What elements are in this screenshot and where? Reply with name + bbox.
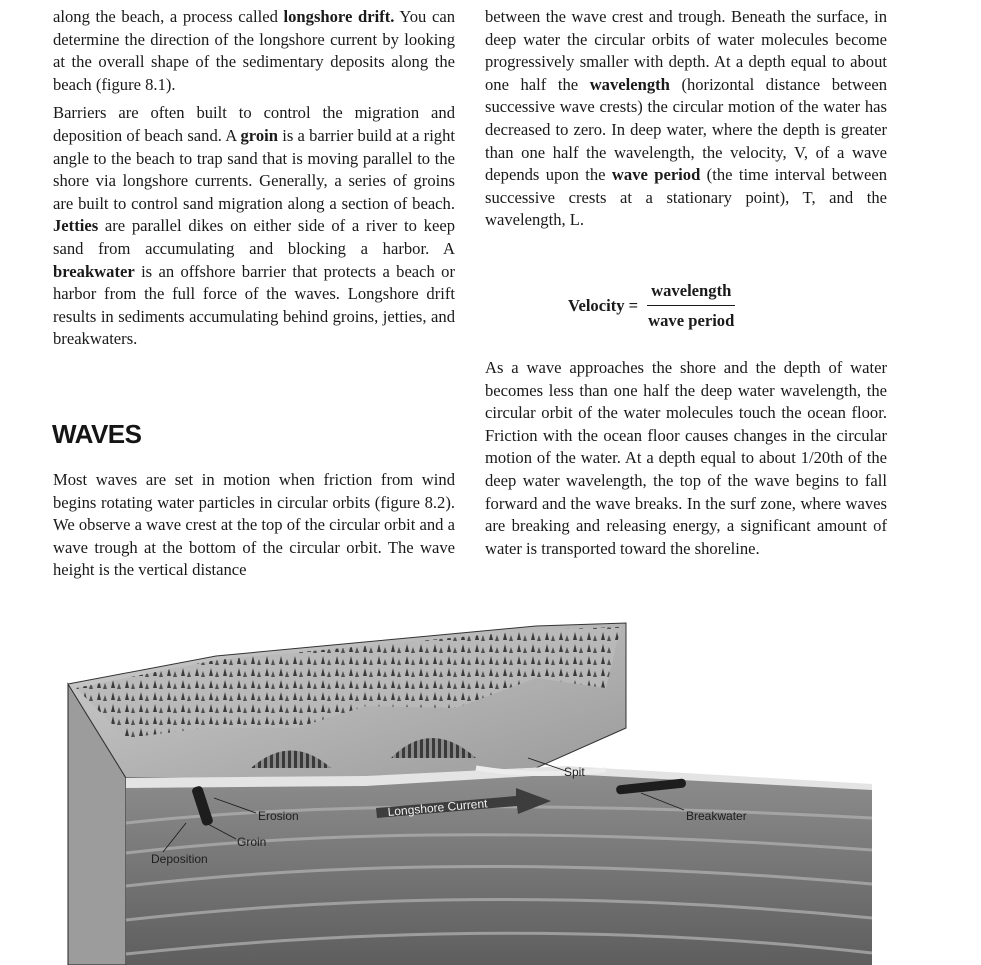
paragraph-longshore-drift [53, 6, 455, 96]
paragraph-wave-breaking: As a wave approaches the shore and the depth of water becomes less than one half the deep water wavelength, the circular orbit of the water molecules touch the ocean floor. Friction with the ocean floor causes changes in the circular motion of the water. At a depth equal to about 1/20th of the deep water wavelength, the top of the wave begins to fall forward and the wave breaks. In the surf zone, where waves are breaking and releasing energy, a significant amount of water is transported toward the shoreline. [485, 358, 887, 558]
term-wave-period: wave period [611, 165, 701, 185]
coastline-illustration [66, 618, 876, 965]
text-run: are parallel dikes on either side of a river to keep sand from accumulating and blocking a harbor. A [53, 216, 455, 258]
term-wavelength: wavelength [589, 74, 670, 94]
label-deposition: Deposition [151, 852, 208, 866]
left-column [53, 6, 455, 351]
text-run: between the wave crest and trough. Beneath the surface, in deep water the circular orbits of water molecules become progressively smaller with depth. At a depth equal to about one half the [485, 7, 887, 94]
equation-numerator: wavelength [647, 281, 735, 306]
paragraph-wave-orbits [485, 6, 887, 232]
term-groin: groin [240, 125, 278, 145]
equation-lhs: Velocity = [568, 296, 639, 315]
label-longshore-current: Longshore Current [387, 796, 488, 819]
term-jetties: Jetties [53, 216, 99, 236]
coastline-figure [66, 618, 876, 965]
text-run: (horizontal distance between successive wave crests) the circular motion of the water has decreased to zero. In deep water, where the depth is greater than one half the wavelength, the velocity, V, of a wave depends upon the [485, 74, 887, 185]
paragraph-barriers [53, 102, 455, 351]
equation-denominator: wave period [648, 311, 735, 330]
section-heading-waves: WAVES [52, 419, 142, 449]
label-groin: Groin [237, 835, 267, 849]
text-run: (the time interval between successive crests at a stationary point), T, and the wavelength, L. [485, 165, 888, 230]
text-run: Barriers are often built to control the migration and deposition of beach sand. A [53, 103, 455, 145]
label-spit: Spit [564, 765, 585, 779]
text-run: is an offshore barrier that protects a beach or harbor from the full force of the waves. Longshore drift results in sediments accumulating behind groins, jetties, and breakwaters. [53, 261, 455, 349]
right-column [485, 6, 887, 232]
label-breakwater: Breakwater [686, 809, 747, 823]
velocity-equation [568, 278, 738, 334]
text-run: You can determine the direction of the longshore current by looking at the overall shape of the sedimentary deposits along the beach (figure 8.1). [53, 7, 455, 94]
label-erosion: Erosion [258, 809, 299, 823]
text-run: along the beach, a process called [53, 7, 284, 26]
equation-fraction [644, 281, 738, 331]
term-longshore-drift: longshore drift. [283, 7, 395, 26]
term-breakwater: breakwater [53, 261, 135, 281]
paragraph-waves-intro: Most waves are set in motion when friction from wind begins rotating water particles in circular orbits (figure 8.2). We observe a wave crest at the top of the circular orbit and a wave trough at the bottom of the circular orbit. The wave height is the vertical distance [53, 470, 455, 580]
text-run: is a barrier build at a right angle to the beach to trap sand that is moving parallel to the shore via longshore currents. Generally, a series of groins are built to control sand migration along a section of beach. [53, 125, 456, 213]
